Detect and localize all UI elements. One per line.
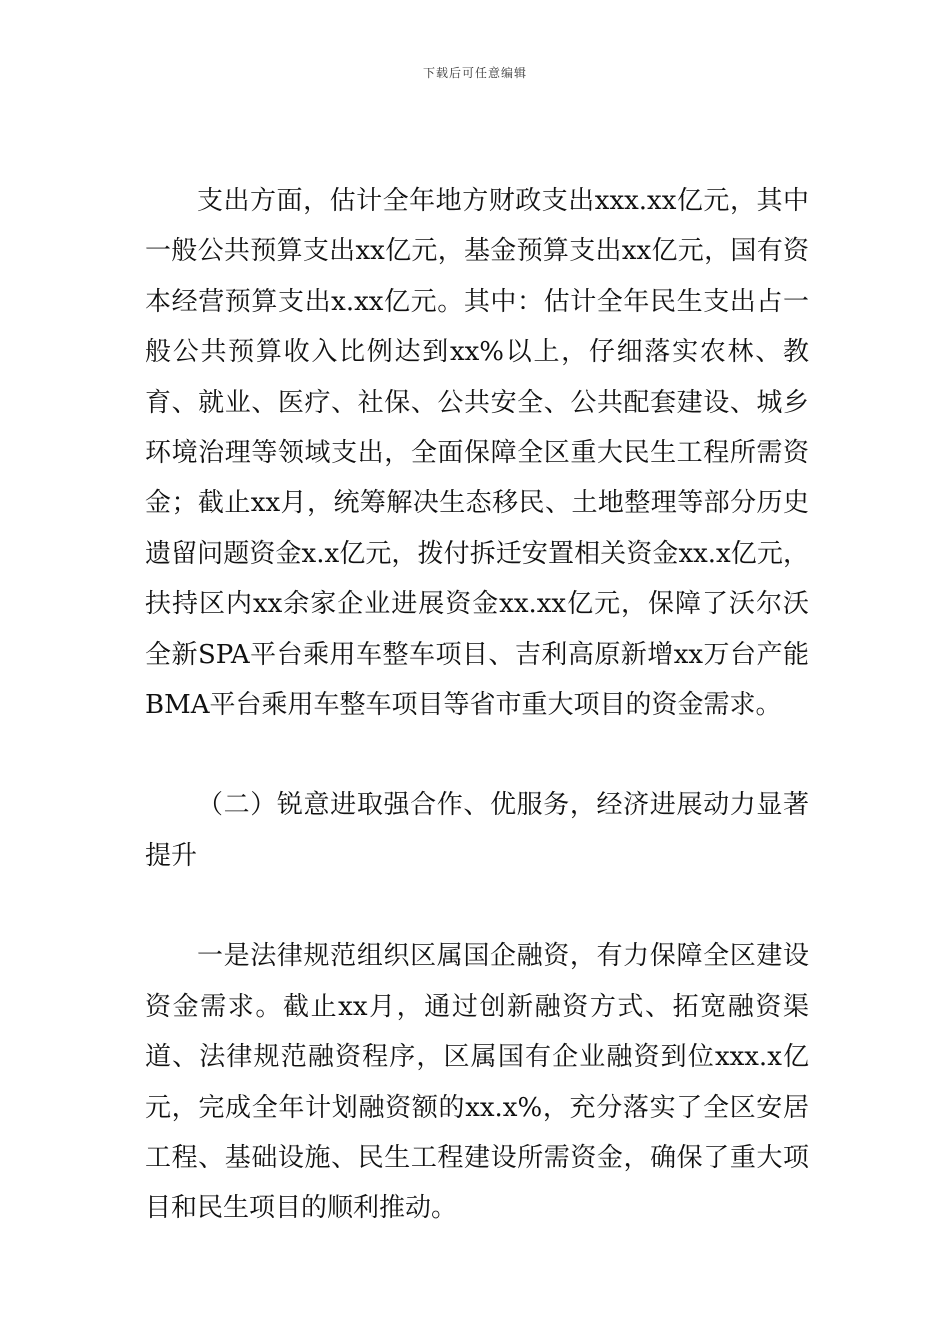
- document-body: [145, 176, 809, 1234]
- paragraph-expenditure: 支出方面，估计全年地方财政支出xxx.xx亿元，其中一般公共预算支出xx亿元，基金预算支出xx亿元，国有资本经营预算支出x.xx亿元。其中：估计全年民生支出占一般公共预算收入比例达到xx%以上，仔细落实农林、教育、就业、医疗、社保、公共安全、公共配套建设、城乡环境治理等领域支出，全面保障全区重大民生工程所需资金；截止xx月，统筹解决生态移民、土地整理等部分历史遗留问题资金x.x亿元，拨付拆迁安置相关资金xx.x亿元，扶持区内xx余家企业进展资金xx.xx亿元，保障了沃尔沃全新SPA平台乘用车整车项目、吉利高原新增xx万台产能BMA平台乘用车整车项目等省市重大项目的资金需求。: [145, 186, 809, 721]
- page-header-note: 下载后可任意编辑: [422, 66, 527, 80]
- paragraph-financing: 一是法律规范组织区属国企融资，有力保障全区建设资金需求。截止xx月，通过创新融资方式、拓宽融资渠道、法律规范融资程序，区属国有企业融资到位xxx.x亿元，完成全年计划融资额的xx.x%，充分落实了全区安居工程、基础设施、民生工程建设所需资金，确保了重大项目和民生项目的顺利推动。: [145, 941, 809, 1224]
- section-heading-2: （二）锐意进取强合作、优服务，经济进展动力显著提升: [145, 790, 809, 871]
